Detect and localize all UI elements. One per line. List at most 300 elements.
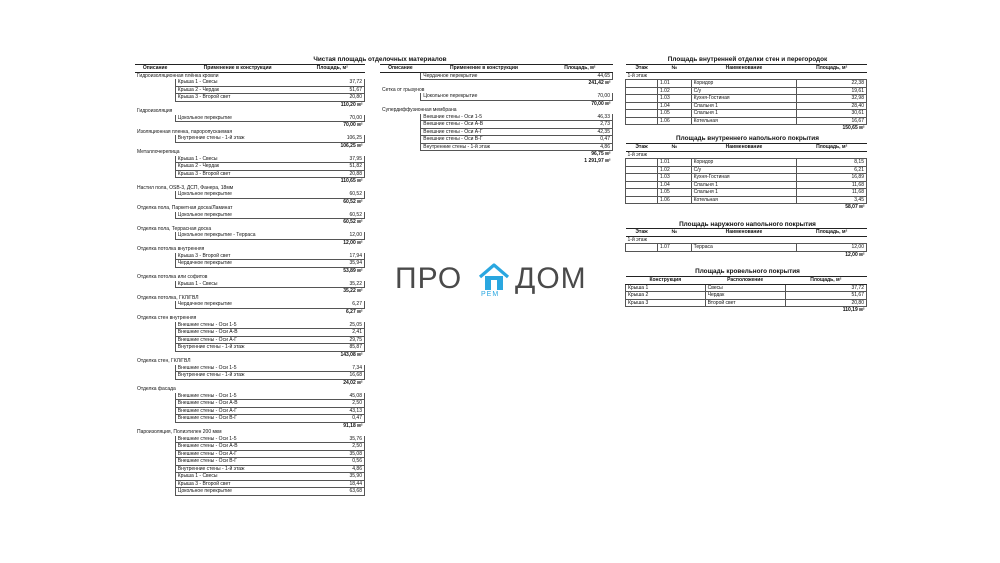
usage-cell: Внешние стены - Оси А-В — [175, 400, 300, 408]
room-name: Котельная — [691, 117, 797, 125]
usage-cell: Чердачное перекрытие — [421, 72, 547, 80]
usage-cell: Внешние стены - Оси А-Г — [175, 450, 300, 458]
table-row — [135, 372, 365, 380]
empty-cell — [626, 244, 658, 252]
area-cell: 2,50 — [300, 400, 364, 408]
header-row — [626, 277, 867, 285]
room-name: Кухня-Гостиная — [691, 95, 797, 103]
room-name: Коридор — [691, 159, 797, 167]
area-cell: 35,22 — [300, 281, 364, 288]
empty-cell — [135, 450, 175, 458]
total-row — [135, 308, 365, 315]
area-cell: 18,44 — [300, 480, 364, 488]
total-row — [380, 100, 613, 107]
area-cell: 43,13 — [300, 407, 364, 415]
room-area: 19,61 — [797, 87, 867, 95]
total-row — [380, 151, 613, 158]
floor-name: 1-й этаж — [627, 236, 647, 243]
usage-cell: Внешние стены - Оси 1-5 — [175, 436, 300, 443]
column-header: Конструкция — [626, 277, 706, 285]
room-number: 1.01 — [658, 80, 692, 88]
table-row — [626, 87, 867, 95]
empty-cell — [135, 135, 175, 142]
usage-cell: Цокольное перекрытие — [421, 93, 547, 100]
room-name: Коридор — [691, 80, 797, 88]
table-row — [135, 212, 365, 219]
usage-cell: Внутренние стены - 1-й этаж — [175, 344, 300, 352]
usage-cell: Крыша 3 - Второй свет — [175, 170, 300, 178]
usage-cell: Внешние стены - Оси В-Г — [421, 136, 547, 144]
area-cell: 51,67 — [300, 86, 364, 94]
group-name: Отделка потолка, ГКЛ/ГВЛ — [137, 294, 199, 301]
empty-cell — [380, 143, 421, 151]
group-name: Металлочерепица — [137, 149, 180, 155]
empty-cell — [380, 121, 421, 129]
group-total: 60,52 м² — [343, 198, 363, 205]
room-number: 1.03 — [658, 95, 692, 103]
floor-row — [626, 236, 867, 244]
table-row — [135, 415, 365, 423]
column-header: Этаж — [626, 65, 658, 73]
roof-location: Второй свет — [705, 299, 785, 307]
table-row — [135, 400, 365, 408]
usage-cell: Цокольное перекрытие — [175, 488, 300, 496]
empty-cell — [135, 344, 175, 352]
group-total: 60,52 м² — [343, 219, 363, 225]
column-header: Описание — [380, 65, 421, 73]
outer-floor-table — [625, 228, 867, 258]
room-number: 1.04 — [658, 181, 692, 189]
column-header: Площадь, м² — [797, 144, 867, 152]
empty-cell — [626, 102, 658, 110]
room-number: 1.06 — [658, 117, 692, 125]
empty-cell — [135, 322, 175, 329]
table-row — [380, 128, 613, 136]
table-row — [626, 110, 867, 118]
total-row — [135, 101, 365, 108]
logo — [395, 262, 605, 302]
room-area: 22,38 — [797, 80, 867, 88]
table-row — [135, 488, 365, 496]
empty-cell — [135, 436, 175, 443]
empty-cell — [135, 488, 175, 496]
table-row — [626, 284, 867, 292]
usage-cell: Внешние стены - Оси 1-5 — [175, 322, 300, 329]
outer-floor-title: Площадь наружного напольного покрытия — [679, 221, 816, 228]
group-total: 110,65 м² — [340, 178, 363, 184]
area-cell: 20,80 — [300, 94, 364, 102]
empty-cell — [135, 473, 175, 481]
group-total: 91,18 м² — [343, 422, 363, 429]
table-row — [135, 163, 365, 171]
column-header: № — [658, 229, 692, 237]
usage-cell: Внешние стены - Оси А-Г — [421, 128, 547, 136]
total-row — [380, 80, 613, 87]
empty-cell — [626, 196, 658, 204]
group-name: Отделка потолка или софитов — [137, 274, 208, 280]
area-cell: 51,82 — [300, 163, 364, 171]
column-header: № — [658, 65, 692, 73]
table-row — [135, 329, 365, 337]
room-area: 30,61 — [797, 110, 867, 118]
floor-row — [626, 72, 867, 80]
group-name: Отделка стен внутренняя — [137, 315, 197, 321]
column-header: Расположение — [705, 277, 785, 285]
column-header: Площадь, м² — [300, 65, 364, 73]
roof-area: 37,72 — [785, 284, 866, 292]
empty-cell — [135, 443, 175, 451]
logo-word-dom: ДОМ — [515, 262, 587, 295]
table-row — [135, 458, 365, 466]
usage-cell: Внешние стены - Оси А-В — [175, 443, 300, 451]
usage-cell: Внешние стены - Оси В-Г — [175, 415, 300, 423]
room-name: Терраса — [691, 244, 797, 252]
total-row — [626, 204, 867, 211]
room-name: Спальня 1 — [691, 181, 797, 189]
floor-row — [626, 151, 867, 159]
area-cell: 4,86 — [547, 143, 612, 151]
table-total: 110,19 м² — [842, 307, 865, 313]
room-number: 1.01 — [658, 159, 692, 167]
area-cell: 2,50 — [300, 443, 364, 451]
empty-cell — [135, 480, 175, 488]
usage-cell: Внутренние стены - 1-й этаж — [175, 372, 300, 380]
roof-table — [625, 276, 867, 314]
empty-cell — [135, 400, 175, 408]
empty-cell — [626, 189, 658, 197]
usage-cell: Крыша 3 - Второй свет — [175, 94, 300, 102]
empty-cell — [135, 253, 175, 260]
column-header: Площадь, м² — [797, 229, 867, 237]
total-row — [626, 307, 867, 314]
table-row — [135, 260, 365, 268]
table-row — [135, 156, 365, 163]
table-row — [135, 94, 365, 102]
area-cell: 6,27 — [300, 301, 364, 308]
empty-cell — [135, 365, 175, 372]
table-row — [135, 443, 365, 451]
area-cell: 35,76 — [300, 436, 364, 443]
floors-title: Площадь внутреннего напольного покрытия — [676, 135, 819, 142]
room-number: 1.05 — [658, 110, 692, 118]
table-row — [135, 86, 365, 94]
header-row — [626, 229, 867, 237]
empty-cell — [135, 79, 175, 86]
usage-cell: Цокольное перекрытие — [175, 191, 300, 198]
group-name: Изоляционная пленка, пароропускаемая — [137, 128, 233, 135]
empty-cell — [135, 465, 175, 473]
table-row — [135, 480, 365, 488]
room-number: 1.06 — [658, 196, 692, 204]
group-total: 12,00 м² — [343, 239, 363, 246]
empty-cell — [135, 86, 175, 94]
usage-cell: Крыша 1 - Свесы — [175, 156, 300, 163]
usage-cell: Внешние стены - Оси 1-5 — [421, 114, 547, 121]
logo-sub: РЕМ — [481, 291, 500, 298]
empty-cell — [380, 114, 421, 121]
column-header: Площадь, м² — [785, 277, 866, 285]
floors-table — [625, 143, 867, 211]
empty-cell — [135, 407, 175, 415]
column-header: Применение в конструкции — [421, 65, 547, 73]
usage-cell: Внешние стены - Оси 1-5 — [175, 393, 300, 400]
group-name: Сетка от грызунов — [382, 86, 425, 93]
total-row — [135, 422, 365, 429]
total-row — [135, 351, 365, 358]
empty-cell — [135, 393, 175, 400]
usage-cell: Чердачное перекрытие — [175, 260, 300, 268]
column-header: № — [658, 144, 692, 152]
header-row — [380, 65, 613, 73]
column-header: Наименование — [691, 65, 797, 73]
area-cell: 20,88 — [300, 170, 364, 178]
empty-cell — [626, 117, 658, 125]
empty-cell — [135, 458, 175, 466]
group-total: 241,42 м² — [588, 80, 611, 86]
empty-cell — [135, 372, 175, 380]
empty-cell — [135, 170, 175, 178]
area-cell: 35,94 — [300, 260, 364, 268]
group-name: Гидроизоляция — [137, 108, 173, 114]
empty-cell — [380, 128, 421, 136]
table-row — [380, 93, 613, 100]
group-name: Отделка пола, Террасная доска — [137, 225, 212, 232]
group-total: 70,00 м² — [343, 122, 363, 128]
table-row — [135, 393, 365, 400]
table-row — [135, 135, 365, 142]
table-row — [626, 196, 867, 204]
area-cell: 37,95 — [300, 156, 364, 163]
group-total: 143,08 м² — [340, 351, 363, 358]
room-number: 1.05 — [658, 189, 692, 197]
walls-table — [625, 64, 867, 132]
room-area: 16,89 — [797, 174, 867, 182]
table-row — [135, 465, 365, 473]
empty-cell — [135, 329, 175, 337]
table-row — [626, 102, 867, 110]
column-header: Описание — [135, 65, 175, 73]
table-row — [135, 232, 365, 239]
area-cell: 45,08 — [300, 393, 364, 400]
area-cell: 7,34 — [300, 365, 364, 372]
area-cell: 2,41 — [300, 329, 364, 337]
column-header: Наименование — [691, 229, 797, 237]
empty-cell — [135, 415, 175, 423]
area-cell: 60,52 — [300, 212, 364, 219]
area-cell: 16,68 — [300, 372, 364, 380]
room-number: 1.02 — [658, 166, 692, 174]
usage-cell: Внутренние стены - 1-й этаж — [421, 143, 547, 151]
group-name: Пароизоляция, Полиэтилен 200 мкм — [137, 429, 222, 435]
empty-cell — [135, 336, 175, 344]
room-name: Котельная — [691, 196, 797, 204]
usage-cell: Крыша 1 - Свесы — [175, 281, 300, 288]
usage-cell: Крыша 2 - Чердак — [175, 86, 300, 94]
group-total: 35,22 м² — [343, 288, 363, 294]
room-area: 6,21 — [797, 166, 867, 174]
empty-cell — [135, 212, 175, 219]
empty-cell — [626, 95, 658, 103]
group-name: Отделка стен, ГКЛ/ГВЛ — [137, 358, 191, 364]
column-header: Площадь, м² — [797, 65, 867, 73]
room-area: 32,98 — [797, 95, 867, 103]
roof-location: Чердак — [705, 292, 785, 300]
total-row — [135, 219, 365, 226]
materials-table — [135, 64, 365, 496]
table-row — [135, 170, 365, 178]
empty-cell — [380, 93, 421, 100]
room-area: 12,00 — [797, 244, 867, 252]
empty-cell — [135, 281, 175, 288]
room-area: 3,45 — [797, 196, 867, 204]
group-total: 6,27 м² — [346, 308, 363, 315]
group-total: 53,89 м² — [343, 267, 363, 274]
group-total: 110,20 м² — [340, 101, 363, 108]
roof-part: Крыша 2 — [626, 292, 706, 300]
area-cell: 35,08 — [300, 450, 364, 458]
usage-cell: Внешние стены - Оси А-В — [421, 121, 547, 129]
table-row — [626, 174, 867, 182]
area-cell: 4,86 — [300, 465, 364, 473]
header-row — [135, 65, 365, 73]
column-header: Этаж — [626, 229, 658, 237]
usage-cell: Чердачное перекрытие — [175, 301, 300, 308]
empty-cell — [135, 260, 175, 268]
empty-cell — [135, 232, 175, 239]
table-row — [626, 117, 867, 125]
total-row — [135, 122, 365, 129]
group-total: 96,75 м² — [591, 151, 611, 157]
column-header: Площадь, м² — [547, 65, 612, 73]
empty-cell — [135, 115, 175, 122]
room-number: 1.02 — [658, 87, 692, 95]
house-icon — [477, 262, 511, 294]
table-row — [380, 114, 613, 121]
empty-cell — [626, 110, 658, 118]
table-row — [626, 292, 867, 300]
empty-cell — [135, 163, 175, 171]
table-row — [135, 79, 365, 86]
total-row — [135, 142, 365, 149]
empty-cell — [135, 94, 175, 102]
area-cell: 2,73 — [547, 121, 612, 129]
area-cell: 106,25 — [300, 135, 364, 142]
column-header: Этаж — [626, 144, 658, 152]
empty-cell — [626, 181, 658, 189]
usage-cell: Крыша 1 - Свесы — [175, 473, 300, 481]
roof-part: Крыша 3 — [626, 299, 706, 307]
roof-location: Свесы — [705, 284, 785, 292]
grand-total: 1 291,97 м² — [584, 157, 611, 164]
grand-total-row — [380, 158, 613, 165]
roof-part: Крыша 1 — [626, 284, 706, 292]
header-row — [626, 65, 867, 73]
group-name: Отделка пола, Паркетная доска/Ламинат — [137, 205, 233, 211]
group-total: 24,02 м² — [343, 379, 363, 386]
table-row — [135, 473, 365, 481]
usage-cell: Внешние стены - Оси А-В — [175, 329, 300, 337]
room-name: Кухня-Гостиная — [691, 174, 797, 182]
table-row — [135, 336, 365, 344]
left-sheet-title: Чистая площадь отделочных материалов — [313, 56, 447, 63]
area-cell: 44,65 — [547, 72, 612, 80]
column-header: Наименование — [691, 144, 797, 152]
area-cell: 63,68 — [300, 488, 364, 496]
total-row — [135, 178, 365, 185]
table-total: 150,65 м² — [842, 125, 865, 131]
table-row — [135, 450, 365, 458]
group-row — [135, 72, 365, 79]
table-row — [135, 281, 365, 288]
group-name: Отделка фасада — [137, 386, 176, 392]
group-name: Отделка потолка внутренняя — [137, 246, 205, 252]
floor-name: 1-й этаж — [627, 151, 647, 158]
usage-cell: Цокольное перекрытие — [175, 115, 300, 122]
usage-cell: Внешние стены - Оси А-Г — [175, 336, 300, 344]
table-row — [380, 143, 613, 151]
empty-cell — [380, 72, 421, 80]
empty-cell — [626, 166, 658, 174]
materials-table-continued — [380, 64, 613, 164]
area-cell: 35,90 — [300, 473, 364, 481]
usage-cell: Крыша 3 - Второй свет — [175, 480, 300, 488]
logo-word-pro: ПРО — [395, 262, 463, 295]
total-row — [626, 251, 867, 258]
table-row — [135, 436, 365, 443]
column-header: Применение в конструкции — [175, 65, 300, 73]
table-row — [626, 181, 867, 189]
floor-name: 1-й этаж — [627, 72, 647, 79]
roof-title: Площадь кровельного покрытия — [695, 268, 800, 275]
usage-cell: Цокольное перекрытие - Терраса — [175, 232, 300, 239]
room-area: 28,40 — [797, 102, 867, 110]
usage-cell: Крыша 1 - Свесы — [175, 79, 300, 86]
table-row — [626, 95, 867, 103]
table-row — [135, 301, 365, 308]
table-row — [135, 322, 365, 329]
table-row — [135, 365, 365, 372]
table-total: 12,00 м² — [845, 251, 865, 258]
area-cell: 70,00 — [547, 93, 612, 100]
area-cell: 29,75 — [300, 336, 364, 344]
empty-cell — [135, 156, 175, 163]
room-area: 8,15 — [797, 159, 867, 167]
usage-cell: Внешние стены - Оси А-Г — [175, 407, 300, 415]
area-cell: 42,35 — [547, 128, 612, 136]
header-row — [626, 144, 867, 152]
usage-cell: Внутренние стены - 1-й этаж — [175, 135, 300, 142]
group-name: Настил пола, OSB-3, ДСП, Фанера, 18мм — [137, 184, 234, 191]
total-row — [135, 379, 365, 386]
area-cell: 70,00 — [300, 115, 364, 122]
group-name: Супердиффузионная мембрана — [382, 107, 457, 113]
empty-cell — [626, 87, 658, 95]
area-cell: 12,00 — [300, 232, 364, 239]
usage-cell: Внешние стены - Оси В-Г — [175, 458, 300, 466]
group-name: Гидроизоляционная плёнка кровли — [137, 72, 219, 79]
area-cell: 0,47 — [300, 415, 364, 423]
total-row — [135, 239, 365, 246]
room-number: 1.03 — [658, 174, 692, 182]
area-cell: 37,72 — [300, 79, 364, 86]
table-row — [626, 299, 867, 307]
table-row — [135, 344, 365, 352]
room-area: 16,67 — [797, 117, 867, 125]
roof-area: 20,80 — [785, 299, 866, 307]
room-name: С/у — [691, 166, 797, 174]
total-row — [135, 198, 365, 205]
area-cell: 25,05 — [300, 322, 364, 329]
